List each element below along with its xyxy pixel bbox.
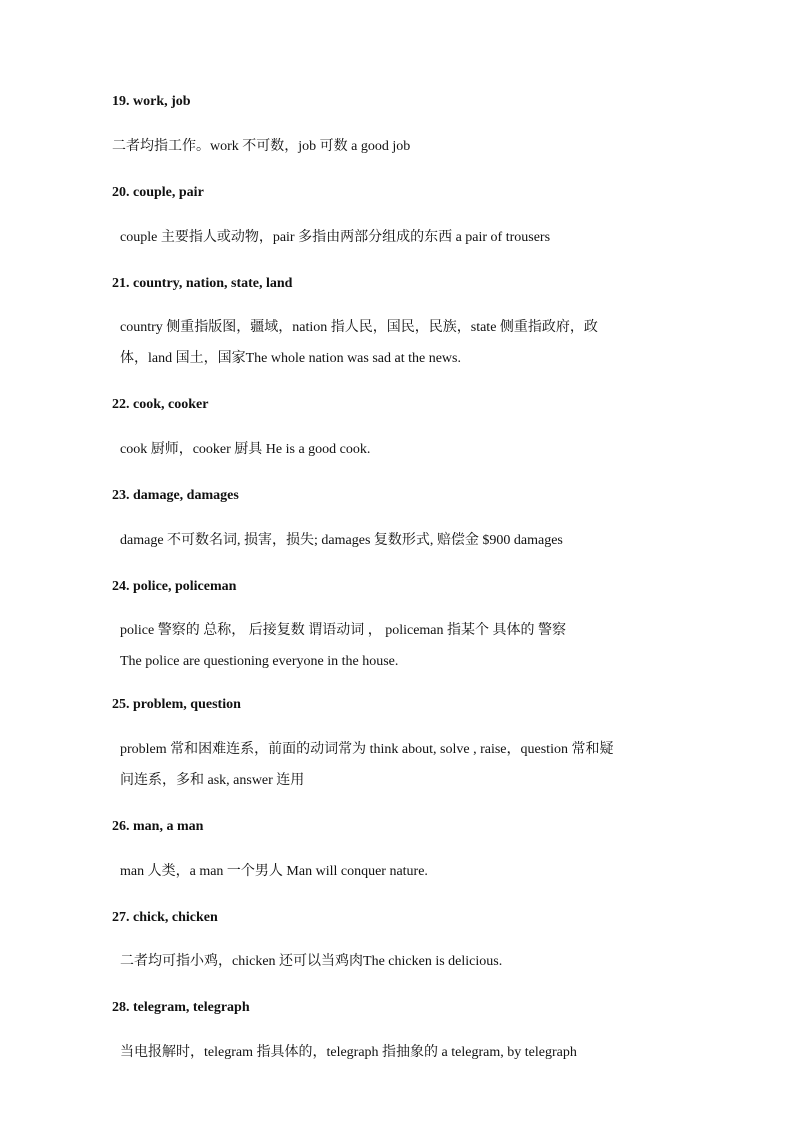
entry-body: [120, 434, 680, 465]
entry-body: [112, 131, 672, 162]
entry-line: 二者均指工作。work 不可数，job 可数 a good job: [112, 139, 411, 154]
entry-line: The police are questioning everyone in the house.: [120, 654, 399, 669]
entry-line: police 警察的 总称， 后接复数 谓语动词 ， policeman 指某个 具体的 警察: [120, 623, 567, 638]
entry-line: man 人类，a man 一个男人 Man will conquer nature.: [120, 864, 428, 879]
entry-heading: 24. police, policeman: [112, 579, 237, 594]
entry-heading: 22. cook, cooker: [112, 397, 209, 412]
entry-body: [120, 615, 680, 677]
entry-line: country 侧重指版图，疆域，nation 指人民，国民，民族，state 侧重指政府，政: [120, 320, 598, 335]
entry-body: [120, 1037, 680, 1068]
entry-heading: 27. chick, chicken: [112, 910, 218, 925]
entry-line: 体，land 国土，国家The whole nation was sad at the news.: [120, 351, 461, 366]
entry-body: [120, 312, 680, 374]
entry-heading: 20. couple, pair: [112, 185, 204, 200]
entry-body: [120, 734, 680, 796]
entry-heading: 25. problem, question: [112, 697, 241, 712]
entry-heading: 26. man, a man: [112, 819, 204, 834]
entry-line: cook 厨师，cooker 厨具 He is a good cook.: [120, 442, 371, 457]
entry-heading: 28. telegram, telegraph: [112, 1000, 250, 1015]
entry-heading: 19. work, job: [112, 94, 191, 109]
entry-line: 问连系，多和 ask, answer 连用: [120, 773, 305, 788]
entry-body: [120, 856, 680, 887]
entry-heading: 21. country, nation, state, land: [112, 276, 293, 291]
entry-line: couple 主要指人或动物，pair 多指由两部分组成的东西 a pair of trousers: [120, 230, 551, 245]
entry-line: 当电报解时，telegram 指具体的，telegraph 指抽象的 a telegram, by telegraph: [120, 1045, 577, 1060]
entry-line: damage 不可数名词, 损害，损失; damages 复数形式, 赔偿金 $900 damages: [120, 533, 563, 548]
entry-heading: 23. damage, damages: [112, 488, 239, 503]
entry-line: 二者均可指小鸡，chicken 还可以当鸡肉The chicken is delicious.: [120, 954, 503, 969]
entry-body: [120, 525, 680, 556]
entry-line: problem 常和困难连系，前面的动词常为 think about, solve , raise，question 常和疑: [120, 742, 614, 757]
entry-body: [120, 222, 680, 253]
entry-body: [120, 946, 680, 977]
